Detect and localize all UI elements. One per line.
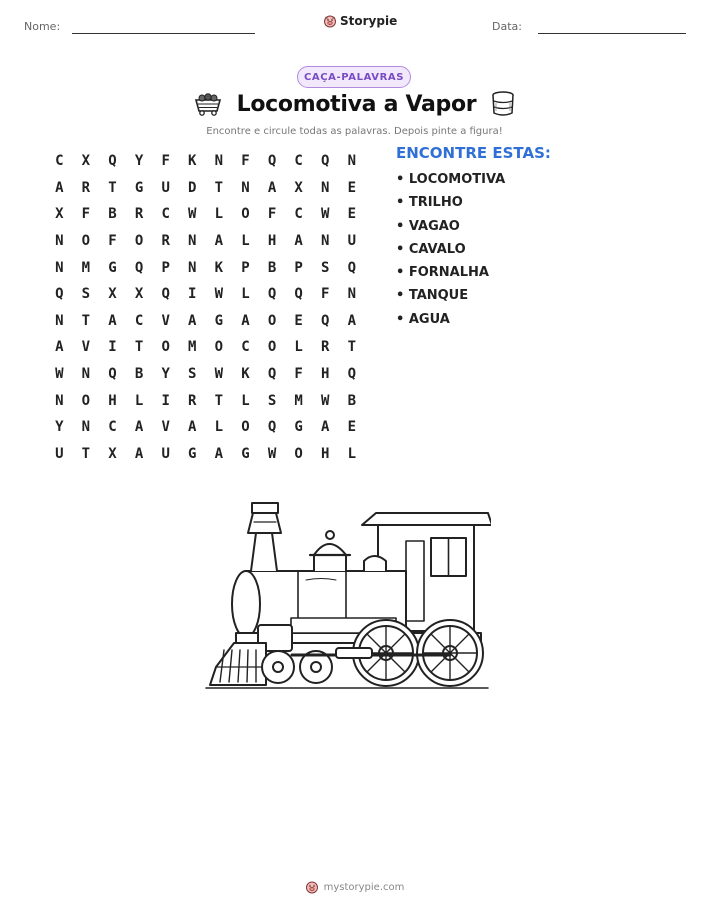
grid-row — [46, 361, 365, 388]
grid-letter[interactable]: Q — [267, 419, 277, 436]
grid-letter[interactable]: L — [294, 339, 303, 356]
grid-letter[interactable]: Q — [55, 286, 64, 303]
pig-logo-icon — [305, 880, 319, 894]
grid-letter[interactable]: B — [134, 366, 144, 383]
grid-row — [46, 387, 365, 414]
grid-letter[interactable]: A — [134, 445, 144, 462]
brand-logo — [323, 14, 397, 28]
grid-letter[interactable]: W — [214, 366, 224, 383]
grid-letter[interactable]: T — [81, 445, 91, 462]
grid-letter[interactable]: T — [214, 179, 224, 196]
grid-letter[interactable]: M — [294, 392, 303, 409]
grid-letter[interactable]: E — [347, 179, 357, 196]
grid-letter[interactable]: N — [188, 259, 197, 276]
grid-letter[interactable]: Q — [267, 366, 277, 383]
grid-letter[interactable]: Y — [134, 153, 144, 170]
grid-letter[interactable]: W — [55, 366, 64, 383]
title-row — [0, 90, 709, 118]
category-badge: CAÇA-PALAVRAS — [297, 66, 411, 88]
grid-letter[interactable]: Q — [134, 259, 144, 276]
grid-letter[interactable]: W — [267, 445, 277, 462]
word-item: • LOCOMOTIVA — [396, 172, 506, 187]
grid-letter[interactable]: G — [214, 312, 224, 329]
grid-row — [46, 201, 365, 228]
grid-letter[interactable]: E — [294, 312, 303, 329]
grid-letter[interactable]: S — [188, 366, 197, 383]
grid-letter[interactable]: Q — [347, 366, 357, 383]
grid-letter[interactable]: A — [214, 233, 224, 250]
grid-letter[interactable]: O — [241, 419, 250, 436]
grid-letter[interactable]: S — [321, 259, 330, 276]
grid-letter[interactable]: N — [188, 233, 197, 250]
grid-letter[interactable]: P — [241, 259, 250, 276]
grid-letter[interactable]: Q — [294, 286, 303, 303]
date-label: Data: — [492, 20, 522, 33]
grid-letter[interactable]: P — [161, 259, 170, 276]
grid-letter[interactable]: T — [108, 179, 117, 196]
grid-letter[interactable]: U — [347, 233, 357, 250]
grid-letter[interactable]: A — [188, 419, 197, 436]
grid-letter[interactable]: H — [267, 233, 277, 250]
grid-letter[interactable]: N — [55, 233, 64, 250]
grid-letter[interactable]: R — [134, 206, 144, 223]
grid-letter[interactable]: R — [161, 233, 170, 250]
grid-row — [46, 148, 365, 175]
grid-letter[interactable]: O — [134, 233, 144, 250]
coal-cart-icon — [193, 91, 223, 117]
grid-letter[interactable]: Q — [321, 153, 330, 170]
page-title: Locomotiva a Vapor — [236, 91, 477, 117]
grid-letter[interactable]: I — [108, 339, 117, 356]
grid-letter[interactable]: I — [161, 392, 170, 409]
grid-letter[interactable]: Y — [55, 419, 64, 436]
grid-letter[interactable]: A — [188, 312, 197, 329]
grid-letter[interactable]: Q — [267, 153, 277, 170]
grid-letter[interactable]: O — [214, 339, 224, 356]
footer — [0, 880, 709, 894]
grid-letter[interactable]: R — [321, 339, 330, 356]
grid-letter[interactable]: C — [241, 339, 250, 356]
grid-letter[interactable]: X — [108, 445, 117, 462]
brand-name: Storypie — [340, 14, 398, 28]
grid-letter[interactable]: O — [81, 233, 91, 250]
grid-letter[interactable]: S — [267, 392, 277, 409]
grid-letter[interactable]: V — [161, 419, 170, 436]
grid-letter[interactable]: Q — [161, 286, 170, 303]
grid-letter[interactable]: M — [188, 339, 197, 356]
grid-letter[interactable]: N — [81, 419, 91, 436]
name-line[interactable] — [72, 33, 255, 34]
instructions: Encontre e circule todas as palavras. Depois pinte a figura! — [206, 126, 503, 137]
grid-row — [46, 254, 365, 281]
words-heading: ENCONTRE ESTAS: — [396, 144, 551, 162]
grid-letter[interactable]: Q — [267, 286, 277, 303]
grid-row — [46, 175, 365, 202]
grid-letter[interactable]: K — [241, 366, 250, 383]
grid-letter[interactable]: C — [294, 153, 303, 170]
grid-letter[interactable]: L — [241, 392, 250, 409]
grid-row — [46, 414, 365, 441]
grid-letter[interactable]: B — [267, 259, 277, 276]
grid-letter[interactable]: S — [81, 286, 91, 303]
steam-locomotive-illustration — [196, 485, 491, 695]
grid-letter[interactable]: C — [134, 312, 144, 329]
name-label: Nome: — [24, 20, 61, 33]
grid-letter[interactable]: W — [214, 286, 224, 303]
grid-letter[interactable]: N — [347, 286, 357, 303]
grid-row — [46, 228, 365, 255]
grid-letter[interactable]: C — [108, 419, 117, 436]
grid-letter[interactable]: A — [134, 419, 144, 436]
word-list — [396, 170, 505, 333]
grid-letter[interactable]: C — [55, 153, 64, 170]
grid-letter[interactable]: L — [134, 392, 144, 409]
pig-logo-icon — [323, 14, 337, 28]
grid-letter[interactable]: U — [161, 179, 170, 196]
word-item: • TRILHO — [396, 195, 463, 211]
grid-letter[interactable]: T — [347, 339, 357, 356]
grid-letter[interactable]: M — [81, 259, 91, 276]
grid-letter[interactable]: F — [267, 206, 277, 223]
grid-letter[interactable]: N — [347, 153, 357, 170]
grid-letter[interactable]: F — [81, 206, 91, 223]
grid-letter[interactable]: K — [214, 259, 224, 276]
grid-letter[interactable]: A — [321, 419, 330, 436]
grid-letter[interactable]: Q — [347, 259, 357, 276]
grid-letter[interactable]: Q — [108, 153, 117, 170]
grid-letter[interactable]: F — [321, 286, 330, 303]
grid-letter[interactable]: L — [214, 206, 224, 223]
grid-letter[interactable]: C — [161, 206, 170, 223]
grid-letter[interactable]: O — [81, 392, 91, 409]
grid-letter[interactable]: G — [188, 445, 197, 462]
grid-letter[interactable]: U — [55, 445, 64, 462]
grid-letter[interactable]: U — [161, 445, 170, 462]
word-item: • FORNALHA — [396, 265, 489, 281]
grid-letter[interactable]: O — [161, 339, 170, 356]
grid-letter[interactable]: X — [55, 206, 64, 223]
grid-letter[interactable]: A — [241, 312, 250, 329]
grid-letter[interactable]: T — [81, 312, 91, 329]
grid-letter[interactable]: X — [294, 179, 303, 196]
grid-letter[interactable]: X — [134, 286, 144, 303]
grid-letter[interactable]: Y — [161, 366, 170, 383]
grid-letter[interactable]: L — [241, 233, 250, 250]
grid-letter[interactable]: D — [188, 179, 197, 196]
grid-letter[interactable]: Q — [321, 312, 330, 329]
grid-letter[interactable]: X — [81, 153, 91, 170]
grid-letter[interactable]: F — [241, 153, 250, 170]
grid-letter[interactable]: L — [214, 419, 224, 436]
grid-letter[interactable]: A — [267, 179, 277, 196]
word-item: • CAVALO — [396, 241, 466, 257]
grid-letter[interactable]: O — [267, 312, 277, 329]
grid-letter[interactable]: N — [55, 312, 64, 329]
water-barrel-icon — [490, 90, 516, 118]
grid-letter[interactable]: N — [241, 179, 250, 196]
grid-letter[interactable]: T — [134, 339, 144, 356]
grid-letter[interactable]: O — [241, 206, 250, 223]
grid-letter[interactable]: Q — [108, 366, 117, 383]
grid-letter[interactable]: L — [347, 445, 357, 462]
grid-letter[interactable]: G — [241, 445, 250, 462]
grid-letter[interactable]: A — [55, 179, 64, 196]
grid-letter[interactable]: W — [188, 206, 197, 223]
grid-letter[interactable]: F — [161, 153, 170, 170]
grid-letter[interactable]: W — [321, 392, 330, 409]
grid-letter[interactable]: G — [294, 419, 303, 436]
grid-letter[interactable]: V — [161, 312, 170, 329]
grid-row — [46, 441, 365, 468]
grid-letter[interactable]: A — [347, 312, 357, 329]
grid-letter[interactable]: N — [214, 153, 224, 170]
grid-letter[interactable]: K — [188, 153, 197, 170]
grid-letter[interactable]: B — [347, 392, 357, 409]
grid-letter[interactable]: R — [188, 392, 197, 409]
grid-letter[interactable]: I — [188, 286, 197, 303]
grid-letter[interactable]: B — [108, 206, 117, 223]
letter-grid — [46, 148, 365, 467]
footer-url[interactable]: mystorypie.com — [323, 881, 405, 893]
grid-letter[interactable]: A — [55, 339, 64, 356]
grid-letter[interactable]: H — [321, 366, 330, 383]
grid-letter[interactable]: N — [81, 366, 91, 383]
grid-letter[interactable]: C — [294, 206, 303, 223]
grid-letter[interactable]: F — [294, 366, 303, 383]
grid-letter[interactable]: G — [108, 259, 117, 276]
grid-letter[interactable]: W — [321, 206, 330, 223]
grid-row — [46, 308, 365, 335]
grid-letter[interactable]: P — [294, 259, 303, 276]
grid-letter[interactable]: E — [347, 419, 357, 436]
grid-letter[interactable]: N — [55, 392, 64, 409]
grid-letter[interactable]: R — [81, 179, 91, 196]
grid-letter[interactable]: O — [294, 445, 303, 462]
grid-letter[interactable]: N — [55, 259, 64, 276]
grid-letter[interactable]: N — [321, 179, 330, 196]
grid-letter[interactable]: A — [294, 233, 303, 250]
grid-letter[interactable]: H — [108, 392, 117, 409]
grid-letter[interactable]: F — [108, 233, 117, 250]
grid-letter[interactable]: E — [347, 206, 357, 223]
word-item: • AGUA — [396, 311, 450, 327]
grid-row — [46, 334, 365, 361]
word-item: • TANQUE — [396, 288, 469, 304]
date-line[interactable] — [538, 33, 686, 34]
grid-letter[interactable]: L — [241, 286, 250, 303]
grid-letter[interactable]: V — [81, 339, 91, 356]
grid-letter[interactable]: N — [321, 233, 330, 250]
grid-letter[interactable]: X — [108, 286, 117, 303]
grid-letter[interactable]: A — [108, 312, 117, 329]
grid-letter[interactable]: H — [321, 445, 330, 462]
grid-letter[interactable]: O — [267, 339, 277, 356]
grid-letter[interactable]: G — [134, 179, 144, 196]
grid-letter[interactable]: A — [214, 445, 224, 462]
grid-row — [46, 281, 365, 308]
grid-letter[interactable]: T — [214, 392, 224, 409]
word-item: • VAGAO — [396, 218, 460, 234]
